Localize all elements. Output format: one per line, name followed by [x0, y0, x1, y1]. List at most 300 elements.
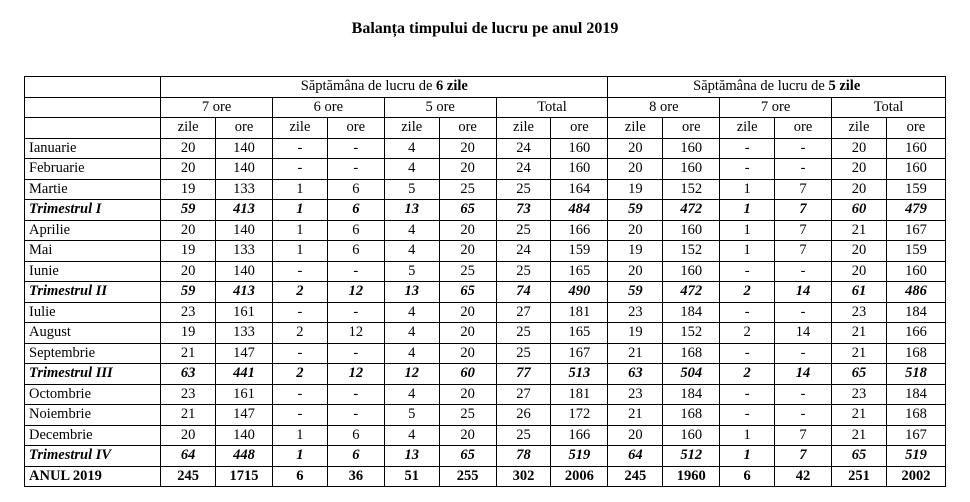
table-cell: 21	[832, 405, 887, 426]
table-cell: 23	[161, 302, 216, 323]
table-cell: 1	[272, 425, 327, 446]
table-cell: 165	[551, 261, 608, 282]
table-cell: -	[272, 302, 327, 323]
table-cell: 448	[216, 446, 273, 467]
table-cell: 4	[384, 138, 439, 159]
table-cell: 20	[439, 138, 496, 159]
table-cell: 6	[327, 220, 384, 241]
table-cell: 1960	[663, 466, 720, 487]
table-cell: 63	[161, 364, 216, 385]
table-cell: 512	[663, 446, 720, 467]
table-cell: 7	[775, 241, 832, 262]
table-cell: 1	[272, 241, 327, 262]
table-cell: 65	[439, 200, 496, 221]
table-cell: 6	[720, 466, 775, 487]
table-cell: 20	[161, 159, 216, 180]
table-cell: 19	[161, 241, 216, 262]
quarter-row	[25, 282, 946, 303]
table-cell: 24	[496, 159, 551, 180]
row-label: Februarie	[25, 159, 161, 180]
table-cell: 74	[496, 282, 551, 303]
header-row-hours	[25, 97, 946, 118]
table-cell: 2	[720, 282, 775, 303]
table-cell: 20	[439, 323, 496, 344]
row-label: August	[25, 323, 161, 344]
table-cell: 21	[608, 405, 663, 426]
table-cell: 13	[384, 446, 439, 467]
table-cell: 60	[439, 364, 496, 385]
table-cell: 302	[496, 466, 551, 487]
table-cell: 4	[384, 425, 439, 446]
table-cell: 152	[663, 241, 720, 262]
row-label: Octombrie	[25, 384, 161, 405]
table-cell: 5	[384, 179, 439, 200]
table-cell: 168	[663, 405, 720, 426]
group-6-days-header	[161, 77, 608, 98]
table-cell: 20	[832, 138, 887, 159]
table-cell: 13	[384, 200, 439, 221]
table-cell: 160	[663, 220, 720, 241]
table-cell: 25	[496, 425, 551, 446]
quarter-row	[25, 364, 946, 385]
document-title: Balanța timpului de lucru pe anul 2019	[351, 20, 619, 37]
table-cell: 519	[886, 446, 945, 467]
unit-header: ore	[216, 118, 273, 139]
table-cell: 160	[886, 261, 945, 282]
table-cell: 23	[832, 302, 887, 323]
table-cell: 19	[608, 241, 663, 262]
table-cell: 6	[327, 179, 384, 200]
table-cell: 19	[608, 179, 663, 200]
table-cell: 59	[161, 282, 216, 303]
table-cell: 413	[216, 200, 273, 221]
table-cell: 184	[663, 302, 720, 323]
table-cell: 1	[720, 425, 775, 446]
group-5-days-header	[608, 77, 946, 98]
month-row	[25, 179, 946, 200]
group-6-days-prefix: Săptămâna de lucru de	[300, 78, 437, 95]
table-cell: 20	[608, 261, 663, 282]
month-row	[25, 261, 946, 282]
row-label: Ianuarie	[25, 138, 161, 159]
quarter-row	[25, 446, 946, 467]
table-cell: 20	[161, 220, 216, 241]
table-cell: 518	[886, 364, 945, 385]
table-cell: 160	[551, 159, 608, 180]
table-cell: 20	[439, 220, 496, 241]
table-cell: 160	[886, 159, 945, 180]
table-cell: 172	[551, 405, 608, 426]
table-cell: -	[775, 159, 832, 180]
table-cell: 20	[608, 220, 663, 241]
table-cell: 413	[216, 282, 273, 303]
subheader-5-ore-6z: 5 ore	[384, 97, 496, 118]
table-cell: 519	[551, 446, 608, 467]
month-row	[25, 220, 946, 241]
table-cell: 165	[551, 323, 608, 344]
unit-header: ore	[439, 118, 496, 139]
table-cell: 486	[886, 282, 945, 303]
annual-total-row	[25, 466, 946, 487]
table-cell: 63	[608, 364, 663, 385]
table-cell: 25	[439, 405, 496, 426]
table-cell: 64	[608, 446, 663, 467]
table-cell: 19	[608, 323, 663, 344]
table-cell: 23	[608, 302, 663, 323]
subheader-8-ore-5z: 8 ore	[608, 97, 720, 118]
table-cell: 166	[551, 220, 608, 241]
header-row-groups	[25, 77, 946, 98]
table-cell: 245	[608, 466, 663, 487]
table-cell: 167	[551, 343, 608, 364]
table-cell: 160	[663, 138, 720, 159]
table-body	[25, 138, 946, 487]
table-cell: 4	[384, 220, 439, 241]
table-cell: 4	[384, 343, 439, 364]
row-label: Trimestrul I	[25, 200, 161, 221]
table-cell: 152	[663, 323, 720, 344]
table-cell: 1	[272, 200, 327, 221]
table-cell: 1715	[216, 466, 273, 487]
table-cell: 5	[384, 405, 439, 426]
table-cell: 27	[496, 302, 551, 323]
unit-header: zile	[832, 118, 887, 139]
unit-header: zile	[608, 118, 663, 139]
table-cell: 255	[439, 466, 496, 487]
table-cell: 133	[216, 323, 273, 344]
table-cell: 12	[327, 323, 384, 344]
table-cell: 251	[832, 466, 887, 487]
unit-header: ore	[775, 118, 832, 139]
table-cell: 1	[720, 200, 775, 221]
unit-header: ore	[327, 118, 384, 139]
table-cell: 21	[161, 343, 216, 364]
group-5-days-prefix: Săptămâna de lucru de	[693, 78, 829, 95]
table-cell: -	[272, 343, 327, 364]
table-cell: 21	[832, 220, 887, 241]
table-cell: -	[327, 302, 384, 323]
table-cell: 19	[161, 179, 216, 200]
table-cell: 160	[663, 261, 720, 282]
row-label: Trimestrul IV	[25, 446, 161, 467]
table-cell: 1	[272, 179, 327, 200]
month-row	[25, 425, 946, 446]
table-cell: 36	[327, 466, 384, 487]
table-cell: 1	[272, 220, 327, 241]
table-cell: 20	[608, 425, 663, 446]
table-cell: 14	[775, 323, 832, 344]
quarter-row	[25, 200, 946, 221]
table-cell: 2	[720, 323, 775, 344]
month-row	[25, 323, 946, 344]
table-cell: 2	[272, 323, 327, 344]
table-cell: 1	[720, 446, 775, 467]
table-cell: 20	[439, 241, 496, 262]
table-cell: 24	[496, 138, 551, 159]
row-label: Aprilie	[25, 220, 161, 241]
table-cell: 20	[161, 425, 216, 446]
table-cell: 25	[439, 179, 496, 200]
table-cell: 147	[216, 343, 273, 364]
table-cell: 59	[608, 282, 663, 303]
row-label: Trimestrul II	[25, 282, 161, 303]
row-label: Iulie	[25, 302, 161, 323]
table-cell: 42	[775, 466, 832, 487]
row-label: Trimestrul III	[25, 364, 161, 385]
table-cell: 2006	[551, 466, 608, 487]
table-cell: 26	[496, 405, 551, 426]
group-5-days-bold: 5 zile	[828, 78, 861, 95]
table-cell: 160	[886, 138, 945, 159]
table-cell: 140	[216, 261, 273, 282]
table-cell: 21	[608, 343, 663, 364]
group-6-days-bold: 6 zile	[436, 78, 468, 95]
unit-header: zile	[272, 118, 327, 139]
table-cell: 61	[832, 282, 887, 303]
unit-header: ore	[551, 118, 608, 139]
table-cell: 160	[551, 138, 608, 159]
table-cell: 6	[327, 200, 384, 221]
table-cell: -	[327, 261, 384, 282]
table-cell: 21	[832, 343, 887, 364]
table-cell: -	[272, 138, 327, 159]
table-cell: 20	[608, 138, 663, 159]
table-cell: 4	[384, 302, 439, 323]
table-cell: 7	[775, 425, 832, 446]
month-row	[25, 302, 946, 323]
table-cell: 2	[272, 282, 327, 303]
subheader-7-ore-6z: 7 ore	[161, 97, 273, 118]
table-cell: 1	[720, 241, 775, 262]
table-cell: 20	[439, 384, 496, 405]
table-cell: 51	[384, 466, 439, 487]
table-cell: 152	[663, 179, 720, 200]
table-cell: 159	[551, 241, 608, 262]
table-cell: -	[775, 405, 832, 426]
row-label: Martie	[25, 179, 161, 200]
table-cell: 65	[439, 446, 496, 467]
month-row	[25, 138, 946, 159]
table-cell: 13	[384, 282, 439, 303]
table-cell: 20	[608, 159, 663, 180]
table-cell: 1	[272, 446, 327, 467]
table-cell: -	[272, 159, 327, 180]
month-row	[25, 343, 946, 364]
table-cell: -	[720, 405, 775, 426]
table-cell: 23	[832, 384, 887, 405]
table-cell: 1	[720, 220, 775, 241]
table-cell: 4	[384, 159, 439, 180]
table-cell: 7	[775, 179, 832, 200]
table-cell: 166	[551, 425, 608, 446]
table-cell: 2	[720, 364, 775, 385]
table-cell: 24	[496, 241, 551, 262]
header-row-units	[25, 118, 946, 139]
table-cell: 184	[663, 384, 720, 405]
table-cell: 64	[161, 446, 216, 467]
table-cell: 4	[384, 384, 439, 405]
unit-header: ore	[663, 118, 720, 139]
table-cell: -	[775, 261, 832, 282]
subheader-6-ore-6z: 6 ore	[272, 97, 384, 118]
table-cell: 21	[161, 405, 216, 426]
table-cell: 181	[551, 302, 608, 323]
table-cell: 21	[832, 425, 887, 446]
unit-header: zile	[161, 118, 216, 139]
table-cell: 59	[608, 200, 663, 221]
table-cell: 7	[775, 446, 832, 467]
table-cell: 4	[384, 323, 439, 344]
table-cell: 14	[775, 282, 832, 303]
table-cell: 65	[439, 282, 496, 303]
table-cell: 472	[663, 200, 720, 221]
table-cell: 164	[551, 179, 608, 200]
table-cell: 6	[327, 446, 384, 467]
table-cell: 2	[272, 364, 327, 385]
table-cell: -	[327, 384, 384, 405]
table-cell: 19	[161, 323, 216, 344]
row-label: Mai	[25, 241, 161, 262]
table-cell: 504	[663, 364, 720, 385]
unit-header: ore	[886, 118, 945, 139]
table-cell: 184	[886, 302, 945, 323]
table-cell: -	[720, 261, 775, 282]
work-time-balance-table	[24, 76, 946, 487]
row-label: Decembrie	[25, 425, 161, 446]
table-cell: 59	[161, 200, 216, 221]
table-cell: 14	[775, 364, 832, 385]
table-cell: 12	[327, 282, 384, 303]
table-cell: 23	[161, 384, 216, 405]
table-cell: 25	[496, 323, 551, 344]
table-cell: 513	[551, 364, 608, 385]
table-cell: -	[720, 384, 775, 405]
row-label: Noiembrie	[25, 405, 161, 426]
table-cell: -	[327, 343, 384, 364]
month-row	[25, 241, 946, 262]
table-cell: 20	[439, 159, 496, 180]
table-cell: 12	[327, 364, 384, 385]
table-cell: -	[720, 159, 775, 180]
corner-cell	[25, 118, 161, 139]
table-cell: 20	[439, 343, 496, 364]
row-label: ANUL 2019	[25, 466, 161, 487]
table-cell: -	[720, 343, 775, 364]
table-cell: 161	[216, 384, 273, 405]
table-cell: 245	[161, 466, 216, 487]
table-cell: 5	[384, 261, 439, 282]
table-cell: 168	[886, 343, 945, 364]
table-cell: 441	[216, 364, 273, 385]
table-cell: -	[272, 384, 327, 405]
month-row	[25, 159, 946, 180]
table-cell: 484	[551, 200, 608, 221]
table-cell: 20	[439, 302, 496, 323]
table-cell: 479	[886, 200, 945, 221]
table-cell: 20	[832, 179, 887, 200]
table-cell: 140	[216, 138, 273, 159]
table-cell: 20	[439, 425, 496, 446]
table-cell: 472	[663, 282, 720, 303]
table-cell: 20	[161, 138, 216, 159]
table-cell: 490	[551, 282, 608, 303]
table-cell: 140	[216, 425, 273, 446]
table-cell: 147	[216, 405, 273, 426]
table-cell: -	[720, 302, 775, 323]
table-cell: 140	[216, 159, 273, 180]
table-cell: 6	[272, 466, 327, 487]
table-cell: -	[327, 138, 384, 159]
unit-header: zile	[496, 118, 551, 139]
table-cell: 160	[663, 425, 720, 446]
table-cell: 77	[496, 364, 551, 385]
table-cell: 20	[832, 241, 887, 262]
table-cell: 27	[496, 384, 551, 405]
table-cell: 20	[832, 261, 887, 282]
table-cell: 133	[216, 179, 273, 200]
unit-header: zile	[384, 118, 439, 139]
table-cell: 6	[327, 241, 384, 262]
table-cell: 161	[216, 302, 273, 323]
subheader-7-ore-5z: 7 ore	[720, 97, 832, 118]
table-cell: 60	[832, 200, 887, 221]
table-cell: 159	[886, 241, 945, 262]
table-cell: 2002	[886, 466, 945, 487]
table-cell: 7	[775, 220, 832, 241]
table-cell: 4	[384, 241, 439, 262]
table-cell: 181	[551, 384, 608, 405]
table-cell: -	[327, 405, 384, 426]
table-cell: 168	[663, 343, 720, 364]
table-cell: 168	[886, 405, 945, 426]
subheader-total-6z: Total	[496, 97, 608, 118]
table-cell: -	[775, 302, 832, 323]
table-cell: -	[775, 384, 832, 405]
table-cell: 65	[832, 364, 887, 385]
month-row	[25, 405, 946, 426]
table-cell: 78	[496, 446, 551, 467]
corner-cell	[25, 97, 161, 118]
table-cell: 12	[384, 364, 439, 385]
table-cell: 20	[832, 159, 887, 180]
row-label: Iunie	[25, 261, 161, 282]
table-cell: -	[272, 405, 327, 426]
table-cell: 23	[608, 384, 663, 405]
table-cell: 25	[496, 220, 551, 241]
table-cell: 160	[663, 159, 720, 180]
table-cell: -	[775, 138, 832, 159]
table-cell: 73	[496, 200, 551, 221]
table-cell: 184	[886, 384, 945, 405]
table-cell: 25	[496, 179, 551, 200]
unit-header: zile	[720, 118, 775, 139]
table-cell: 20	[161, 261, 216, 282]
table-cell: -	[775, 343, 832, 364]
month-row	[25, 384, 946, 405]
table-cell: -	[327, 159, 384, 180]
table-cell: 159	[886, 179, 945, 200]
table-cell: 167	[886, 220, 945, 241]
table-cell: 25	[439, 261, 496, 282]
table-cell: 25	[496, 261, 551, 282]
table-cell: 1	[720, 179, 775, 200]
table-cell: 6	[327, 425, 384, 446]
table-cell: 140	[216, 220, 273, 241]
table-cell: 25	[496, 343, 551, 364]
table-cell: 133	[216, 241, 273, 262]
table-cell: 65	[832, 446, 887, 467]
row-label: Septembrie	[25, 343, 161, 364]
